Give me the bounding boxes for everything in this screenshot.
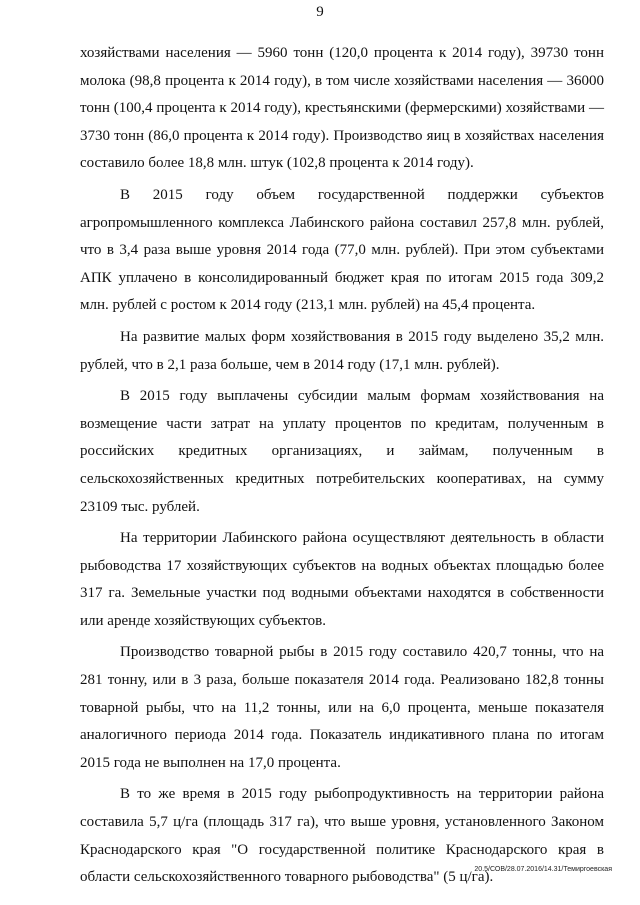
paragraph: В то же время в 2015 году рыбопродуктивность на территории района составила 5,7 ц/га (площадь 317 га), что выше уровня, установленного Законом Краснодарского края "О государственной политике Краснодарского края в области сельскохозяйственного товарного рыбоводства" (5 ц/га). [80, 786, 604, 886]
page-number: 9 [316, 4, 324, 20]
paragraph: В 2015 году объем государственной поддержки субъектов агропромышленного комплекса Лабинского района составил 257,8 млн. рублей, что в 3,4 раза выше уровня 2014 года (77,0 млн. рублей). При этом субъектами АПК уплачено в консолидированный бюджет края по итогам 2015 года 309,2 млн. рублей с ростом к 2014 году (213,1 млн. рублей) на 45,4 процента. [80, 186, 604, 314]
paragraph: хозяйствами населения — 5960 тонн (120,0 процента к 2014 году), 39730 тонн молока (98,8 процента к 2014 году), в том числе хозяйствами населения — 36000 тонн (100,4 процента к 2014 году), крестьянскими (фермерскими) хозяйствами — 3730 тонн (86,0 процента к 2014 году). Производство яиц в хозяйствах населения составило более 18,8 млн. штук (102,8 процента к 2014 году). [80, 45, 604, 172]
paragraph: Производство товарной рыбы в 2015 году составило 420,7 тонны, что на 281 тонну, или в 3 раза, больше показателя 2014 года. Реализовано 182,8 тонны товарной рыбы, что на 11,2 тонны, или на 6,0 процента, меньше показателя аналогичного периода 2014 года. Показатель индикативного плана по итогам 2015 года не выполнен на 17,0 процента. [80, 644, 604, 771]
footer-stamp: 20.5/СОВ/28.07.2016/14.31/Темиргоевская [474, 866, 612, 873]
paragraph: На территории Лабинского района осуществляют деятельность в области рыбоводства 17 хозяйствующих субъектов на водных объектах площадью более 317 га. Земельные участки под водными объектами находятся в собственности или аренде хозяйствующих субъектов. [80, 530, 604, 629]
paragraph: В 2015 году выплачены субсидии малым формам хозяйствования на возмещение части затрат на уплату процентов по кредитам, полученным в российских кредитных организациях, и займам, полученным в сельскохозяйственных кредитных потребительских кооперативах, на сумму 23109 тыс. рублей. [80, 388, 604, 515]
paragraph: На развитие малых форм хозяйствования в 2015 году выделено 35,2 млн. рублей, что в 2,1 раза больше, чем в 2014 году (17,1 млн. рублей). [80, 328, 604, 373]
document-body [80, 40, 604, 896]
